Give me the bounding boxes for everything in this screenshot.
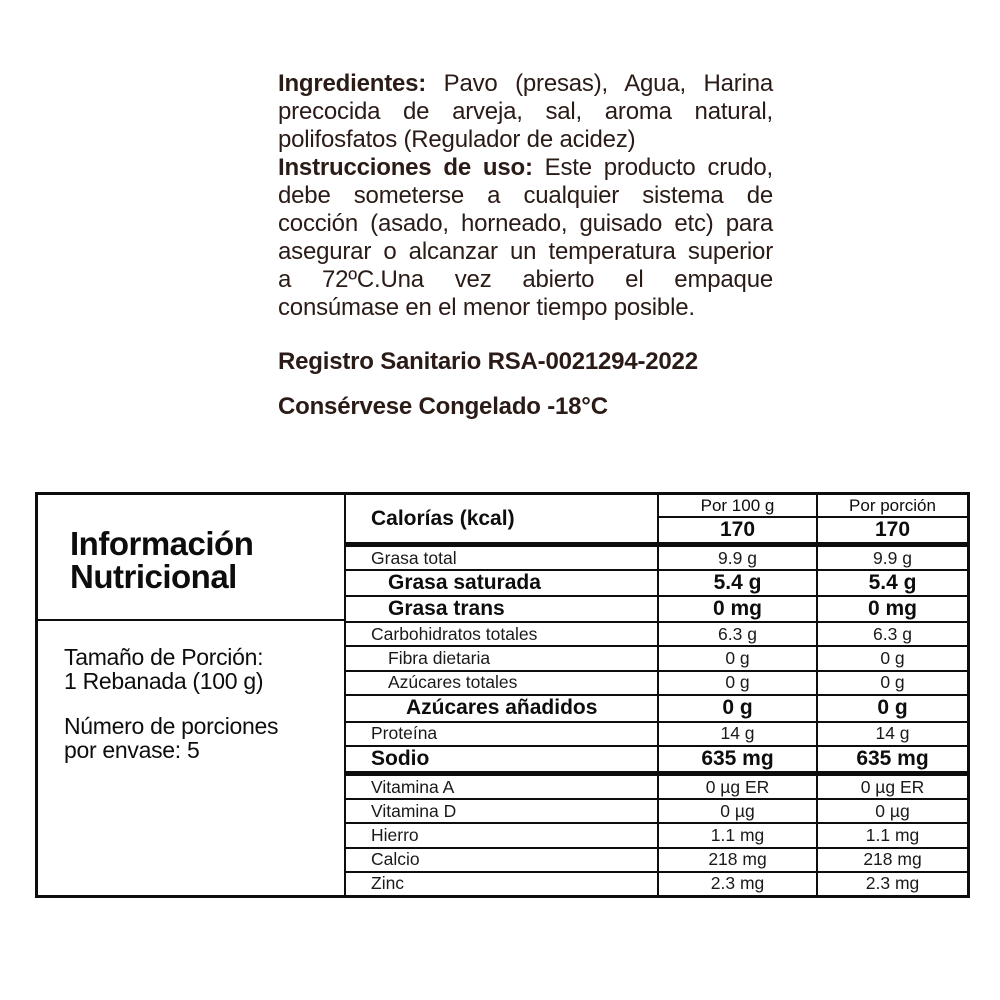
per-100g-header: Por 100 g xyxy=(659,495,816,518)
table-row xyxy=(346,597,967,623)
paragraph-line: polifosfatos (Regulador de acidez) xyxy=(278,126,636,153)
value-per-100g: 635 mg xyxy=(657,747,816,771)
nutrient-name: Fibra dietaria xyxy=(388,648,491,669)
value-per-portion: 218 mg xyxy=(816,849,967,871)
paragraph-line: a 72ºC.Una vez abierto el empaque xyxy=(278,266,773,293)
value-per-100g: 0 µg xyxy=(657,800,816,822)
value-per-100g: 0 g xyxy=(657,672,816,694)
value-per-100g: 0 mg xyxy=(657,597,816,621)
value-per-portion: 0 µg ER xyxy=(816,776,967,798)
nutrient-name: Proteína xyxy=(371,723,438,744)
value-per-portion: 0 µg xyxy=(816,800,967,822)
serving-size xyxy=(64,645,344,693)
table-row xyxy=(346,723,967,747)
column-per-100g xyxy=(657,495,816,542)
table-left-column xyxy=(38,495,346,895)
value-per-portion: 6.3 g xyxy=(816,623,967,645)
table-row xyxy=(346,623,967,647)
table-right-column xyxy=(346,495,967,895)
value-per-100g: 0 g xyxy=(657,696,816,721)
servings-label: Número de porciones xyxy=(64,713,279,739)
paragraph-line: Instrucciones de uso: Este producto crudo, xyxy=(278,154,773,181)
table-row xyxy=(346,873,967,895)
calories-label: Calorías (kcal) xyxy=(371,506,515,530)
table-row xyxy=(346,696,967,723)
value-per-100g: 0 µg ER xyxy=(657,776,816,798)
value-per-100g: 14 g xyxy=(657,723,816,745)
nutrient-name: Azúcares totales xyxy=(388,672,518,693)
value-per-100g: 0 g xyxy=(657,647,816,669)
nutrient-name: Carbohidratos totales xyxy=(371,623,538,644)
servings-per-container xyxy=(64,714,344,762)
table-title xyxy=(38,495,344,621)
table-row xyxy=(346,547,967,571)
paragraph-line: Ingredientes: Pavo (presas), Agua, Harina xyxy=(278,70,773,97)
table-row xyxy=(346,824,967,848)
per-portion-header: Por porción xyxy=(818,495,967,518)
value-per-100g: 5.4 g xyxy=(657,571,816,595)
value-per-portion: 1.1 mg xyxy=(816,824,967,846)
storage-instruction: Consérvese Congelado -18°C xyxy=(278,393,608,420)
table-row xyxy=(346,647,967,671)
table-row xyxy=(346,849,967,873)
table-row xyxy=(346,747,967,776)
nutrient-name: Vitamina D xyxy=(371,800,457,821)
nutrient-name: Calcio xyxy=(371,849,420,870)
table-row xyxy=(346,672,967,696)
label-text-block xyxy=(278,70,773,421)
value-per-portion: 0 mg xyxy=(816,597,967,621)
value-per-portion: 0 g xyxy=(816,696,967,721)
calories-per-portion: 170 xyxy=(874,518,911,541)
value-per-100g: 6.3 g xyxy=(657,623,816,645)
table-header xyxy=(346,495,967,547)
paragraph-line: asegurar o alcanzar un temperatura superior xyxy=(278,238,773,265)
serving-info xyxy=(38,621,344,783)
nutrient-name: Vitamina A xyxy=(371,776,455,797)
table-row xyxy=(346,776,967,800)
nutrient-name: Grasa total xyxy=(371,547,457,568)
ingredients-paragraph xyxy=(278,70,773,322)
nutrient-rows xyxy=(346,547,967,895)
serving-size-label: Tamaño de Porción: xyxy=(64,644,264,670)
paragraph-line: debe someterse a cualquier sistema de xyxy=(278,182,773,209)
table-title-line2: Nutricional xyxy=(70,558,237,595)
value-per-portion: 635 mg xyxy=(816,747,967,771)
value-per-portion: 0 g xyxy=(816,672,967,694)
value-per-portion: 2.3 mg xyxy=(816,873,967,895)
nutrient-name: Grasa trans xyxy=(388,597,505,621)
column-per-portion xyxy=(816,495,967,542)
value-per-100g: 1.1 mg xyxy=(657,824,816,846)
paragraph-line: precocida de arveja, sal, aroma natural, xyxy=(278,98,773,125)
nutrient-name: Zinc xyxy=(371,873,405,894)
paragraph-line: consúmase en el menor tiempo posible. xyxy=(278,294,695,321)
value-per-portion: 5.4 g xyxy=(816,571,967,595)
servings-value: por envase: 5 xyxy=(64,737,200,763)
value-per-portion: 9.9 g xyxy=(816,547,967,569)
sanitary-registration: Registro Sanitario RSA-0021294-2022 xyxy=(278,348,698,375)
serving-size-value: 1 Rebanada (100 g) xyxy=(64,668,264,694)
table-title-line1: Información xyxy=(70,525,254,562)
value-per-100g: 9.9 g xyxy=(657,547,816,569)
value-per-portion: 0 g xyxy=(816,647,967,669)
nutrition-facts-table xyxy=(35,492,970,898)
value-per-100g: 2.3 mg xyxy=(657,873,816,895)
nutrient-name: Hierro xyxy=(371,825,419,846)
nutrient-name: Grasa saturada xyxy=(388,571,541,595)
table-row xyxy=(346,571,967,597)
nutrient-name: Sodio xyxy=(371,746,430,770)
table-row xyxy=(346,800,967,824)
calories-per-100g: 170 xyxy=(719,518,756,541)
paragraph-line: cocción (asado, horneado, guisado etc) para xyxy=(278,210,773,237)
value-per-portion: 14 g xyxy=(816,723,967,745)
nutrient-name: Azúcares añadidos xyxy=(406,696,598,720)
value-per-100g: 218 mg xyxy=(657,849,816,871)
